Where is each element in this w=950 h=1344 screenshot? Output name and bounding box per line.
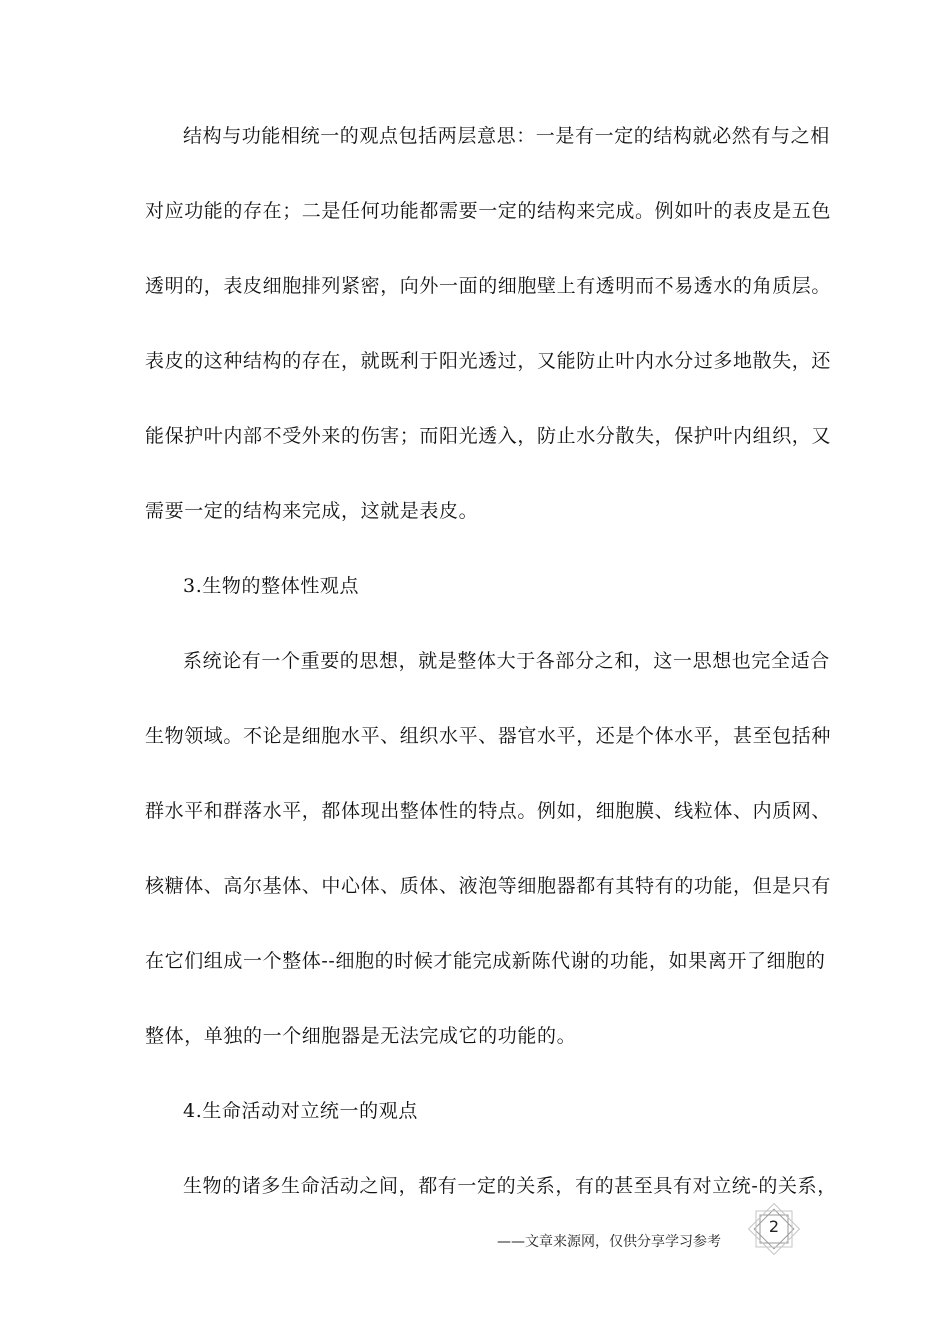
page-number-badge <box>748 1203 800 1255</box>
paragraph-line: 透明的，表皮细胞排列紧密，向外一面的细胞壁上有透明而不易透水的角质层。 <box>145 275 832 297</box>
paragraph-line: 生物领域。不论是细胞水平、组织水平、器官水平，还是个体水平，甚至包括种 <box>145 725 832 747</box>
section-heading: 4.生命活动对立统一的观点 <box>183 1100 418 1122</box>
paragraph-line: 对应功能的存在；二是任何功能都需要一定的结构来完成。例如叶的表皮是五色 <box>145 200 832 222</box>
paragraph-line: 结构与功能相统一的观点包括两层意思：一是有一定的结构就必然有与之相 <box>183 125 830 147</box>
paragraph-line: 能保护叶内部不受外来的伤害；而阳光透入，防止水分散失，保护叶内组织，又 <box>145 425 832 447</box>
paragraph-line: 群水平和群落水平，都体现出整体性的特点。例如，细胞膜、线粒体、内质网、 <box>145 800 832 822</box>
paragraph-line: 系统论有一个重要的思想，就是整体大于各部分之和，这一思想也完全适合 <box>183 650 830 672</box>
section-heading: 3.生物的整体性观点 <box>183 575 360 597</box>
paragraph-line: 整体，单独的一个细胞器是无法完成它的功能的。 <box>145 1025 577 1047</box>
paragraph-line: 核糖体、高尔基体、中心体、质体、液泡等细胞器都有其特有的功能，但是只有 <box>145 875 832 897</box>
paragraph-line: 表皮的这种结构的存在，就既利于阳光透过，又能防止叶内水分过多地散失，还 <box>145 350 832 372</box>
paragraph-line: 需要一定的结构来完成，这就是表皮。 <box>145 500 479 522</box>
paragraph-line: 在它们组成一个整体--细胞的时候才能完成新陈代谢的功能，如果离开了细胞的 <box>145 950 826 972</box>
footer-source-text: ——文章来源网，仅供分享学习参考 <box>497 1234 721 1250</box>
page-number: 2 <box>768 1217 780 1236</box>
paragraph-line: 生物的诸多生命活动之间，都有一定的关系，有的甚至具有对立统-的关系， <box>183 1175 837 1197</box>
